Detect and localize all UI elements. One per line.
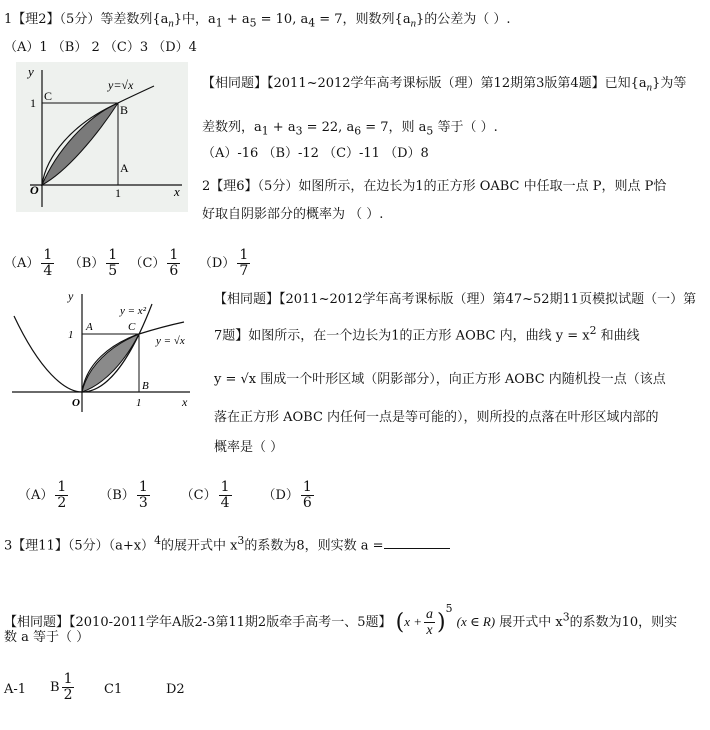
same3-text-1: 【相同题】【2010-2011学年A版2-3第11期2版牵手高考一、5题】: [4, 615, 392, 630]
q2-frac-d-num: 1: [239, 247, 249, 263]
fig2-leaf-region: [82, 334, 139, 392]
same3-text-3: 的系数为10，则实: [569, 615, 678, 630]
same1-line-2: 差数列，$a_1 + a_3 = 22$, $a_6 = 7$，则 $a_5$ 等于（ ）.: [202, 120, 498, 138]
q3-opt-d: D2: [166, 682, 185, 697]
q3-opt-a: A-1: [4, 682, 27, 697]
same1-text-3: 差数列，a: [202, 120, 262, 135]
same2-opt-c: （C）: [180, 488, 217, 503]
q2-opt-a: （A）: [4, 256, 40, 271]
q1-text-1: 1【理2】（5分）等差数列{a: [4, 12, 169, 27]
same1-text-1: 【相同题】【2011~2012学年高考课标版（理）第12期第3版第4题】已知{a: [202, 76, 647, 91]
same3-expr-x: x +: [404, 614, 422, 629]
same2-frac-b: [137, 480, 150, 511]
fig2-one-y: 1: [68, 329, 74, 341]
q1-options: （A）1 （B） 2 （C）3 （D）4: [4, 40, 197, 55]
q2-stem-line-2: 好取自阴影部分的概率为 （ ）.: [202, 207, 384, 222]
q3-opt-b-label: B: [50, 680, 60, 695]
same2-text-2a: 7题】如图所示，在一个边长为1的正方形 AOBC 内，曲线 y = x: [214, 328, 590, 344]
q2-opt-c: （C）: [129, 256, 166, 271]
same2-frac-c-num: 1: [220, 479, 230, 495]
fig1-y-label: y: [28, 64, 34, 79]
same2-options: [18, 480, 316, 511]
fig1-c-label: C: [44, 89, 53, 103]
fig1-o-label: O: [30, 183, 39, 197]
same2-text-2b: 和曲线: [600, 328, 640, 344]
q1-text-3: + a: [226, 12, 250, 27]
figure-2: [10, 286, 200, 418]
fig2-x-label: x: [182, 395, 188, 409]
q2-frac-b-den: 5: [108, 263, 118, 279]
fig2-o-label: O: [72, 397, 80, 409]
fig2-c-label: C: [128, 321, 136, 333]
q2-frac-d-den: 7: [239, 263, 249, 279]
same1-options: （A）-16 （B）-12 （C）-11 （D）8: [202, 146, 429, 161]
q2-frac-a-den: 4: [43, 263, 53, 279]
q3-text-a: 3【理11】（5分）（a+x）: [4, 538, 155, 554]
q2-frac-b: [106, 248, 119, 279]
fig2-a-label: A: [86, 321, 93, 333]
same1-text-5: = 22, a: [306, 120, 355, 135]
figure-1: [16, 62, 188, 212]
fig2-parabola: [14, 304, 152, 392]
q3-answer-blank: [384, 536, 450, 549]
same3-text-2: 展开式中 x: [499, 615, 563, 630]
same3-domain: (x ∈ R): [456, 614, 496, 629]
fig1-one-x: 1: [115, 186, 121, 200]
same1-text-6: = 7，则 a: [365, 120, 427, 135]
fig2-one-x: 1: [136, 397, 142, 409]
q2-stem-line-1: 2【理6】（5分）如图所示，在边长为1的正方形 OABC 中任取一点 P，则点 P恰: [202, 179, 667, 194]
same3-exp-5: 5: [445, 602, 453, 615]
same2-opt-b: （B）: [99, 488, 135, 503]
q3-opt-b-frac: [62, 672, 75, 703]
q3-opt-b-num: 1: [63, 671, 73, 687]
q1-text-2: }中，a: [173, 12, 216, 27]
same2-frac-d-den: 6: [302, 495, 312, 511]
q2-frac-c-num: 1: [169, 247, 179, 263]
same3-paren-open: (: [395, 610, 405, 635]
same1-text-4: + a: [272, 120, 296, 135]
same2-frac-d-num: 1: [302, 479, 312, 495]
same2-line-5: 概率是（ ）: [214, 440, 284, 455]
fig2-curve2-label: y = √x: [156, 335, 185, 347]
q1-text-4: = 10, a: [260, 12, 309, 27]
q2-opt-b: （B）: [68, 256, 105, 271]
same3-frac-num: a: [426, 607, 433, 622]
q2-frac-a: [41, 248, 54, 279]
same3-frac: [424, 607, 435, 638]
q3-exp-4: 4: [154, 534, 161, 547]
q2-frac-d: [237, 248, 250, 279]
q3-opt-b: [50, 672, 76, 703]
q3-exp-3: 3: [237, 534, 245, 547]
same3-paren-close: ): [437, 610, 446, 635]
q3-opt-b-den: 2: [63, 687, 73, 703]
same2-frac-b-den: 3: [138, 495, 148, 511]
q1-text-5: = 7，则数列{a: [319, 12, 411, 27]
q3-stem: [4, 534, 450, 553]
fig2-b-label: B: [142, 380, 149, 392]
same3-line-2: 数 a 等于（ ）: [4, 630, 90, 645]
same2-line-2: 7题】如图所示，在一个边长为1的正方形 AOBC 内，曲线 $y = x^2$ 和曲线: [214, 324, 640, 344]
same2-line-4: 落在正方形 AOBC 内任何一点是等可能的），则所投的点落在叶形区域内部的: [214, 410, 659, 425]
fig1-curve-label: y=√x: [108, 78, 134, 92]
q3-opt-c: C1: [104, 682, 123, 697]
same3-line-1: 【相同题】【2010-2011学年A版2-3第11期2版牵手高考一、5题】 (x + $\frac{a}{x}$ )$^5$ (x ∈ R) 展开式中 $x^3$的系数为10，则实: [4, 602, 678, 638]
same2-frac-a-num: 1: [57, 479, 67, 495]
same3-frac-den: x: [426, 623, 433, 638]
q1-text-6: }的公差为（ ）.: [416, 12, 511, 27]
q3-text-c: 的系数为8，则实数 a =: [244, 538, 384, 554]
fig2-y-label: y: [68, 289, 74, 303]
same2-frac-b-num: 1: [138, 479, 148, 495]
same2-frac-a: [55, 480, 68, 511]
fig1-b-label: B: [120, 103, 129, 117]
q2-frac-c: [167, 248, 180, 279]
q1-stem: 1【理2】（5分）等差数列$\{a_n\}$中，$a_1 + a_5 = 10$, $a_4 = 7$，则数列$\{a_n\}$的公差为（ ）.: [4, 12, 511, 30]
same1-text-2: }为等: [652, 76, 687, 91]
fig1-one-y: 1: [30, 96, 36, 110]
same2-opt-d: （D）: [262, 488, 299, 503]
fig2-curve1-label: y = x²: [120, 305, 146, 317]
same2-frac-d: [301, 480, 314, 511]
same1-line-1: 【相同题】【2011~2012学年高考课标版（理）第12期第3版第4题】已知$\{a_n\}$为等: [202, 76, 687, 94]
same2-frac-c-den: 4: [220, 495, 230, 511]
same2-line-3: y = √x 围成一个叶形区域（阴影部分），向正方形 AOBC 内随机投一点（该点: [214, 372, 666, 387]
q2-frac-c-den: 6: [169, 263, 179, 279]
same2-frac-c: [219, 480, 232, 511]
same1-text-7: 等于（ ）.: [437, 120, 498, 135]
q2-options: [4, 248, 252, 279]
fig1-x-label: x: [174, 184, 180, 199]
fig1-a-label: A: [120, 161, 129, 175]
same2-frac-a-den: 2: [57, 495, 67, 511]
same2-line-1: 【相同题】【2011~2012学年高考课标版（理）第47~52期11页模拟试题（一）第: [214, 292, 697, 307]
q2-frac-a-num: 1: [43, 247, 53, 263]
q2-frac-b-num: 1: [108, 247, 118, 263]
q3-text-b: 的展开式中 x: [160, 538, 238, 554]
q2-opt-d: （D）: [198, 256, 236, 271]
same2-opt-a: （A）: [18, 488, 54, 503]
